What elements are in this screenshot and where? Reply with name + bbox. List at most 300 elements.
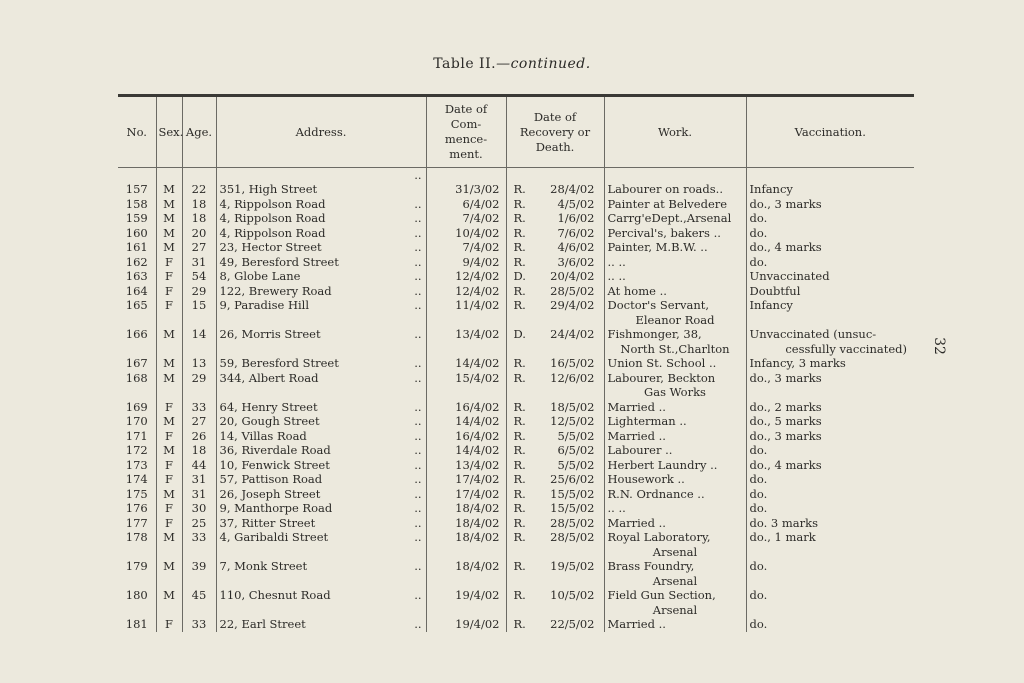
vaccination-text: do.: [749, 501, 768, 515]
cell-sex: M: [156, 559, 182, 588]
vaccination-text: Infancy, 3 marks: [749, 356, 846, 370]
outcome-code: R.: [513, 356, 526, 370]
table-row: [118, 429, 914, 444]
address-text: 20, Gough Street: [219, 414, 320, 428]
cell-work: [604, 501, 746, 516]
vaccination-text: do., 3 marks: [749, 428, 822, 443]
table-row: [118, 226, 914, 241]
cell-sex: F: [156, 255, 182, 270]
header-sex: Sex.: [156, 96, 182, 168]
cell-no: 180: [125, 588, 148, 602]
cell-commenced: 14/4/02: [426, 414, 506, 429]
cell-outcome: [506, 588, 604, 617]
cell-address: [216, 356, 426, 371]
address-text: 4, Rippolson Road: [219, 211, 326, 225]
outcome-code: R.: [513, 211, 526, 225]
vaccination-text: do. 3 marks: [749, 515, 818, 530]
cell-outcome: [506, 530, 604, 559]
table-title-suffix: —continued.: [496, 56, 591, 72]
outcome-date: 19/5/02: [550, 559, 595, 573]
table-row: [118, 298, 914, 327]
table-row: [118, 168, 914, 197]
cell-work: [604, 414, 746, 429]
address-text: 4, Garibaldi Street: [219, 530, 329, 544]
vaccination-text: do., 3 marks: [749, 196, 822, 211]
work-text-line2: Arsenal: [652, 573, 698, 588]
cell-work: [604, 197, 746, 212]
table-row: [118, 472, 914, 487]
cell-age: 18: [182, 197, 216, 212]
address-text: 23, Hector Street: [219, 240, 322, 254]
outcome-code: R.: [513, 428, 526, 443]
cell-no: 164: [125, 283, 148, 298]
cell-no: 166: [125, 327, 148, 341]
cell-work: [604, 327, 746, 356]
cell-work: [604, 211, 746, 226]
table-row: [118, 211, 914, 226]
cell-commenced: 19/4/02: [426, 617, 506, 632]
cell-vaccination: [746, 501, 914, 516]
cell-work: [604, 269, 746, 284]
cell-sex: M: [156, 327, 182, 356]
cell-age: 22: [182, 168, 216, 197]
cell-address: [216, 458, 426, 473]
cell-commenced: 16/4/02: [426, 400, 506, 415]
outcome-date: 12/5/02: [550, 414, 595, 428]
address-dots: ..: [414, 501, 422, 515]
address-dots: ..: [414, 211, 422, 225]
cell-sex: F: [156, 458, 182, 473]
address-dots: ..: [414, 486, 422, 501]
cell-commenced: 14/4/02: [426, 356, 506, 371]
cell-work: [604, 226, 746, 241]
address-text: 7, Monk Street: [219, 559, 308, 573]
address-dots: ..: [414, 196, 422, 211]
cell-vaccination: [746, 530, 914, 559]
header-no: No.: [118, 96, 156, 168]
cell-no: 181: [125, 617, 148, 631]
cell-work: [604, 516, 746, 531]
cell-age: 15: [182, 298, 216, 327]
work-text: Field Gun Section,: [607, 588, 716, 602]
outcome-date: 28/5/02: [550, 530, 595, 544]
cell-work: [604, 298, 746, 327]
cases-table: [118, 94, 914, 632]
work-text: Percival's, bakers ..: [607, 225, 721, 240]
outcome-date: 5/5/02: [557, 428, 595, 443]
cell-age: 33: [182, 617, 216, 632]
outcome-code: R.: [513, 240, 526, 254]
header-vaccination: Vaccination.: [746, 96, 914, 168]
cell-vaccination: [746, 472, 914, 487]
work-text: .. ..: [607, 254, 626, 269]
cell-no: 174: [125, 472, 148, 486]
cell-commenced: 14/4/02: [426, 443, 506, 458]
table-row: [118, 400, 914, 415]
address-text: 49, Beresford Street: [219, 254, 339, 269]
outcome-date: 29/4/02: [550, 298, 595, 312]
work-text: R.N. Ordnance ..: [607, 486, 705, 501]
vaccination-text: do.: [749, 443, 768, 457]
outcome-date: 6/5/02: [557, 443, 595, 457]
cell-work: [604, 429, 746, 444]
cell-no: 161: [125, 240, 148, 254]
cell-no: 171: [125, 428, 148, 443]
cell-outcome: [506, 400, 604, 415]
address-dots: ..: [414, 254, 422, 269]
vaccination-text: Unvaccinated: [749, 269, 830, 283]
cell-vaccination: [746, 617, 914, 632]
cell-work: [604, 588, 746, 617]
cell-vaccination: [746, 284, 914, 299]
outcome-date: 25/6/02: [550, 472, 595, 486]
outcome-code: D.: [513, 327, 526, 341]
outcome-date: 3/6/02: [557, 254, 595, 269]
cell-address: [216, 501, 426, 516]
cell-outcome: [506, 226, 604, 241]
table-body: [118, 168, 914, 632]
cell-commenced: 15/4/02: [426, 371, 506, 400]
cell-work: [604, 240, 746, 255]
outcome-code: R.: [513, 486, 526, 501]
cell-address: [216, 197, 426, 212]
vaccination-text: Unvaccinated (unsuc-: [749, 327, 877, 341]
cell-commenced: 13/4/02: [426, 327, 506, 356]
cell-age: 26: [182, 429, 216, 444]
cell-sex: F: [156, 429, 182, 444]
cell-work: [604, 371, 746, 400]
cell-address: [216, 240, 426, 255]
cell-address: [216, 255, 426, 270]
address-text: 10, Fenwick Street: [219, 457, 330, 472]
cell-no: 177: [125, 515, 148, 530]
address-dots: ..: [414, 457, 422, 472]
cell-age: 44: [182, 458, 216, 473]
cell-work: [604, 458, 746, 473]
cell-address: [216, 617, 426, 632]
cell-address: [216, 327, 426, 356]
cell-work: [604, 472, 746, 487]
table-row: [118, 255, 914, 270]
address-dots: ..: [414, 617, 422, 631]
cell-commenced: 12/4/02: [426, 269, 506, 284]
cell-sex: F: [156, 516, 182, 531]
table-row: [118, 617, 914, 632]
address-dots: ..: [414, 472, 422, 486]
vaccination-text: do.: [749, 486, 768, 501]
cell-commenced: 18/4/02: [426, 516, 506, 531]
cell-no: 175: [125, 486, 148, 501]
cell-vaccination: [746, 356, 914, 371]
vaccination-text: do.: [749, 588, 768, 602]
work-text: Doctor's Servant,: [607, 298, 710, 312]
work-text: Labourer ..: [607, 443, 673, 457]
cell-address: [216, 588, 426, 617]
cell-commenced: 16/4/02: [426, 429, 506, 444]
vaccination-text: do., 3 marks: [749, 370, 822, 385]
address-text: 122, Brewery Road: [219, 283, 332, 298]
cell-sex: M: [156, 487, 182, 502]
address-text: 22, Earl Street: [219, 617, 306, 631]
cell-age: 33: [182, 530, 216, 559]
outcome-code: D.: [513, 269, 526, 283]
cell-commenced: 7/4/02: [426, 240, 506, 255]
cell-sex: M: [156, 197, 182, 212]
cell-vaccination: [746, 327, 914, 356]
cell-address: [216, 298, 426, 327]
cell-address: [216, 429, 426, 444]
cell-commenced: 31/3/02: [426, 168, 506, 197]
work-text: At home ..: [607, 283, 667, 298]
cell-vaccination: [746, 559, 914, 588]
work-text: Married ..: [607, 617, 666, 631]
cell-work: [604, 530, 746, 559]
cell-vaccination: [746, 168, 914, 197]
cell-no: 168: [125, 370, 148, 385]
work-text: Lighterman ..: [607, 414, 687, 428]
cell-outcome: [506, 327, 604, 356]
cell-outcome: [506, 197, 604, 212]
work-text: Married ..: [607, 515, 666, 530]
cell-commenced: 19/4/02: [426, 588, 506, 617]
cell-commenced: 10/4/02: [426, 226, 506, 241]
vaccination-text: do., 4 marks: [749, 240, 822, 254]
outcome-date: 28/5/02: [550, 283, 595, 298]
address-text: 4, Rippolson Road: [219, 196, 326, 211]
vaccination-text: do.: [749, 617, 768, 631]
vaccination-text: Doubtful: [749, 283, 801, 298]
cell-age: 30: [182, 501, 216, 516]
outcome-date: 4/6/02: [557, 240, 595, 254]
cell-no: 159: [125, 211, 148, 225]
address-dots: ..: [414, 327, 422, 341]
outcome-date: 12/6/02: [550, 370, 595, 385]
address-text: 57, Pattison Road: [219, 472, 323, 486]
outcome-date: 22/5/02: [550, 617, 595, 631]
cell-sex: M: [156, 588, 182, 617]
vaccination-text: do., 1 mark: [749, 530, 816, 544]
vaccination-text: do., 2 marks: [749, 399, 822, 414]
outcome-date: 24/4/02: [550, 327, 595, 341]
cell-address: [216, 226, 426, 241]
address-dots: ..: [414, 588, 422, 602]
address-dots: ..: [414, 414, 422, 428]
address-dots: ..: [414, 240, 422, 254]
cell-no: 173: [125, 457, 148, 472]
cell-outcome: [506, 269, 604, 284]
table-row: [118, 487, 914, 502]
header-recovery: Date of Recovery or Death.: [506, 96, 604, 168]
cell-commenced: 7/4/02: [426, 211, 506, 226]
address-text: 37, Ritter Street: [219, 515, 316, 530]
cell-outcome: [506, 356, 604, 371]
cell-vaccination: [746, 371, 914, 400]
cell-outcome: [506, 168, 604, 197]
outcome-code: R.: [513, 515, 526, 530]
cell-no: 162: [125, 254, 148, 269]
vaccination-text: do., 4 marks: [749, 457, 822, 472]
work-text: Herbert Laundry ..: [607, 457, 718, 472]
cell-outcome: [506, 458, 604, 473]
cell-address: [216, 530, 426, 559]
cell-age: 31: [182, 472, 216, 487]
table-row: [118, 559, 914, 588]
cell-address: [216, 516, 426, 531]
cell-outcome: [506, 443, 604, 458]
work-text-line2: Gas Works: [644, 385, 706, 399]
work-text: Brass Foundry,: [607, 559, 695, 573]
outcome-date: 1/6/02: [557, 211, 595, 225]
outcome-date: 5/5/02: [557, 457, 595, 472]
cell-address: [216, 559, 426, 588]
cell-work: [604, 487, 746, 502]
header-age: Age.: [182, 96, 216, 168]
cell-work: [604, 284, 746, 299]
header-commencement: Date of Com- mence- ment.: [426, 96, 506, 168]
cell-no: 163: [125, 269, 148, 283]
work-text: Housework ..: [607, 472, 685, 486]
cell-commenced: 18/4/02: [426, 530, 506, 559]
address-dots: ..: [414, 225, 422, 240]
cell-vaccination: [746, 240, 914, 255]
work-text: Married ..: [607, 428, 666, 443]
cell-address: [216, 371, 426, 400]
cell-work: [604, 255, 746, 270]
table-row: [118, 530, 914, 559]
table-row: [118, 588, 914, 617]
cell-no: 178: [125, 530, 148, 544]
cell-no: 158: [125, 196, 148, 211]
cell-vaccination: [746, 487, 914, 502]
cell-work: [604, 443, 746, 458]
outcome-code: R.: [513, 225, 526, 240]
outcome-code: R.: [513, 457, 526, 472]
address-text: 14, Villas Road: [219, 428, 307, 443]
outcome-code: R.: [513, 617, 526, 631]
cell-age: 27: [182, 240, 216, 255]
cell-age: 18: [182, 443, 216, 458]
outcome-date: 15/5/02: [550, 501, 595, 515]
work-text-line2: Arsenal: [652, 544, 698, 559]
vaccination-text: do.: [749, 559, 768, 573]
outcome-code: R.: [513, 196, 526, 211]
address-text: 59, Beresford Street: [219, 356, 339, 370]
cell-sex: F: [156, 284, 182, 299]
work-text: Labourer, Beckton: [607, 370, 716, 385]
address-text: 8, Globe Lane: [219, 269, 301, 283]
outcome-code: R.: [513, 530, 526, 544]
cell-no: 176: [125, 501, 148, 515]
outcome-code: R.: [513, 443, 526, 457]
cell-sex: M: [156, 443, 182, 458]
cell-address: [216, 400, 426, 415]
vaccination-text: do.: [749, 254, 768, 269]
cell-no: 165: [125, 298, 148, 312]
cell-age: 13: [182, 356, 216, 371]
cell-sex: F: [156, 472, 182, 487]
cell-sex: F: [156, 269, 182, 284]
vaccination-text: do.: [749, 472, 768, 486]
vaccination-text: do.: [749, 211, 768, 225]
cell-vaccination: [746, 443, 914, 458]
table-row: [118, 458, 914, 473]
cell-address: [216, 211, 426, 226]
cell-age: 25: [182, 516, 216, 531]
address-dots: ..: [414, 515, 422, 530]
outcome-code: R.: [513, 254, 526, 269]
address-text: 4, Rippolson Road: [219, 225, 326, 240]
cell-vaccination: [746, 211, 914, 226]
outcome-code: R.: [513, 559, 526, 573]
cell-no: 160: [125, 225, 148, 240]
address-dots: ..: [414, 283, 422, 298]
outcome-code: R.: [513, 414, 526, 428]
cell-no: 169: [125, 399, 148, 414]
cell-work: [604, 400, 746, 415]
address-text: 26, Joseph Street: [219, 486, 321, 501]
work-text-line2: North St.,Charlton: [620, 341, 730, 356]
cell-no: 179: [125, 559, 148, 573]
table-row: [118, 501, 914, 516]
cell-sex: M: [156, 356, 182, 371]
vaccination-text: Infancy: [749, 182, 793, 196]
cell-sex: F: [156, 617, 182, 632]
table-title: [0, 56, 1024, 72]
cell-vaccination: [746, 255, 914, 270]
work-text: Union St. School ..: [607, 356, 717, 370]
work-text: Labourer on roads..: [607, 182, 723, 196]
table-row: [118, 356, 914, 371]
address-dots: ..: [414, 399, 422, 414]
outcome-date: 28/5/02: [550, 515, 595, 530]
address-text: 64, Henry Street: [219, 399, 318, 414]
cell-outcome: [506, 559, 604, 588]
cell-outcome: [506, 284, 604, 299]
cell-address: [216, 168, 426, 197]
address-text: 344, Albert Road: [219, 370, 319, 385]
cell-commenced: 18/4/02: [426, 501, 506, 516]
cell-work: [604, 356, 746, 371]
cell-vaccination: [746, 226, 914, 241]
cell-outcome: [506, 487, 604, 502]
cell-commenced: 13/4/02: [426, 458, 506, 473]
table-row: [118, 443, 914, 458]
cell-age: 18: [182, 211, 216, 226]
table-row: [118, 371, 914, 400]
work-text-line2: Arsenal: [652, 602, 698, 617]
cell-age: 45: [182, 588, 216, 617]
outcome-date: 7/6/02: [557, 225, 595, 240]
address-dots: ..: [414, 370, 422, 385]
outcome-date: 28/4/02: [550, 182, 595, 196]
cell-sex: F: [156, 298, 182, 327]
cell-address: [216, 269, 426, 284]
address-text: 9, Paradise Hill: [219, 298, 310, 312]
cell-outcome: [506, 371, 604, 400]
vaccination-text-line2: cessfully vaccinated): [785, 341, 907, 356]
cell-commenced: 9/4/02: [426, 255, 506, 270]
work-text: Painter, M.B.W. ..: [607, 240, 708, 254]
address-text: 9, Manthorpe Road: [219, 501, 333, 515]
address-dots: ..: [414, 356, 422, 370]
cell-outcome: [506, 414, 604, 429]
address-dots: ..: [414, 298, 422, 312]
work-text-line2: Eleanor Road: [635, 312, 715, 327]
outcome-code: R.: [513, 588, 526, 602]
header-work: Work.: [604, 96, 746, 168]
table-row: [118, 197, 914, 212]
cell-age: 20: [182, 226, 216, 241]
